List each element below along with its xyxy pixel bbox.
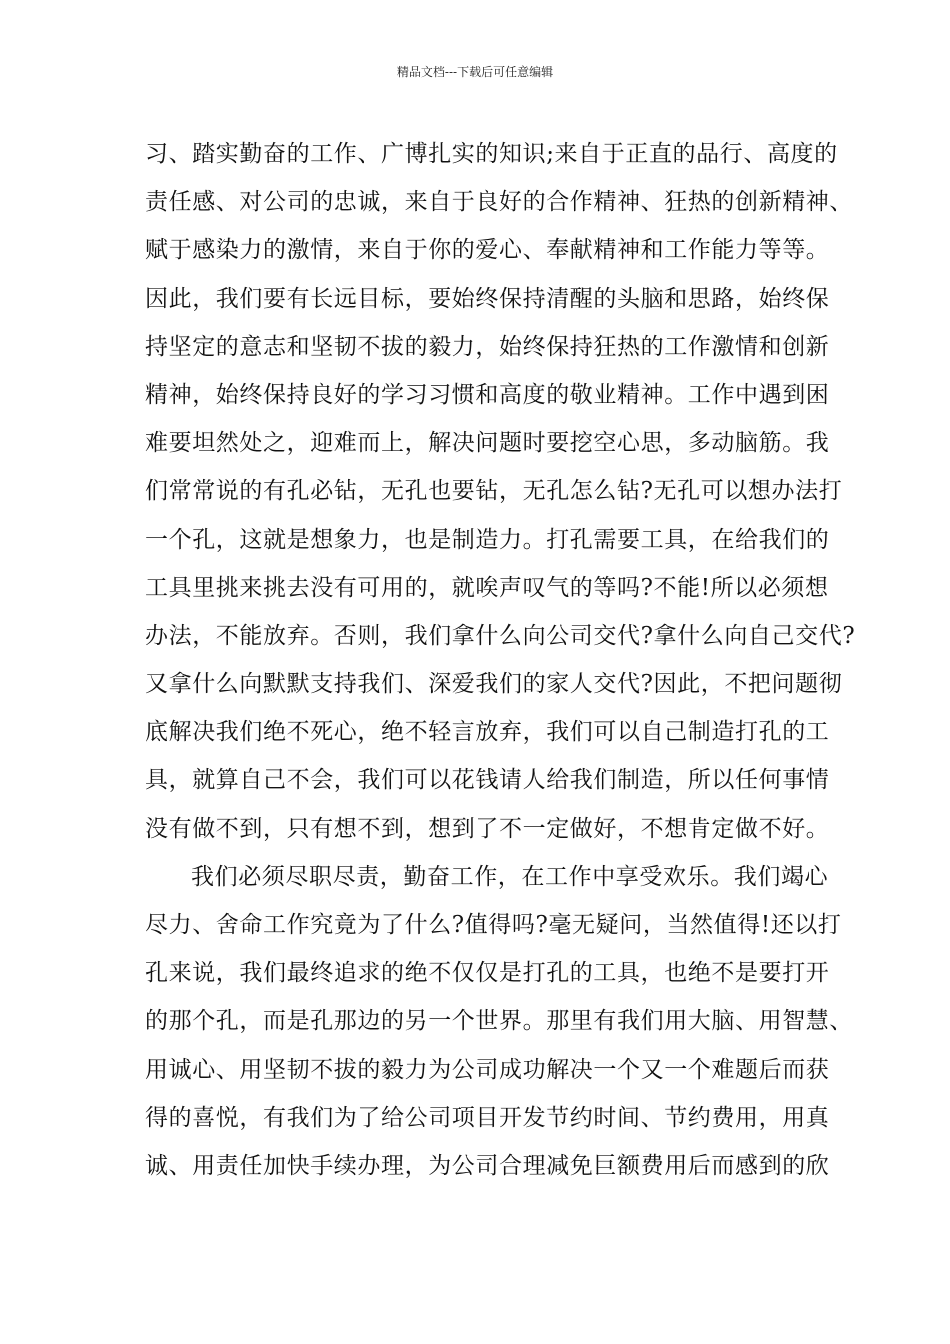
text-line: 又拿什么向默默支持我们、深爱我们的家人交代?因此，不把问题彻 (145, 671, 843, 698)
text-line: 习、踏实勤奋的工作、广博扎实的知识;来自于正直的品行、高度的 (145, 141, 838, 167)
text-line: 用诚心、用坚韧不拔的毅力为公司成功解决一个又一个难题后而获 (145, 1056, 830, 1083)
text-line: 尽力、舍命工作究竟为了什么?值得吗?毫无疑问，当然值得!还以打 (145, 912, 842, 938)
text-line: 一个孔，这就是想象力，也是制造力。打孔需要工具，在给我们的 (145, 526, 830, 553)
text-line: 具，就算自己不会，我们可以花钱请人给我们制造，所以任何事情 (145, 767, 830, 794)
text-line: 得的喜悦，有我们为了给公司项目开发节约时间、节约费用，用真 (145, 1104, 830, 1131)
text-line: 办法，不能放弃。否则，我们拿什么向公司交代?拿什么向自己交代? (145, 622, 856, 649)
text-line: 底解决我们绝不死心，绝不轻言放弃，我们可以自己制造打孔的工 (145, 719, 830, 746)
text-line: 难要坦然处之，迎难而上，解决问题时要挖空心思，多动脑筋。我 (145, 430, 830, 457)
text-line: 没有做不到，只有想不到，想到了不一定做好，不想肯定做不好。 (145, 815, 830, 842)
text-line: 的那个孔，而是孔那边的另一个世界。那里有我们用大脑、用智慧、 (145, 1008, 853, 1035)
text-line: 工具里挑来挑去没有可用的，就唉声叹气的等吗?不能!所以必须想 (145, 574, 829, 601)
text-line: 持坚定的意志和坚韧不拔的毅力，始终保持狂热的工作激情和创新 (145, 333, 830, 360)
text-line: 责任感、对公司的忠诚，来自于良好的合作精神、狂热的创新精神、 (145, 189, 853, 216)
text-line: 赋于感染力的激情，来自于你的爱心、奉献精神和工作能力等等。 (145, 237, 830, 264)
text-line: 们常常说的有孔必钻，无孔也要钻，无孔怎么钻?无孔可以想办法打 (145, 478, 843, 505)
page-header: 精品文档---下载后可任意编辑 (396, 65, 554, 79)
text-line: 精神，始终保持良好的学习习惯和高度的敬业精神。工作中遇到困 (145, 381, 830, 408)
text-line: 孔来说，我们最终追求的绝不仅仅是打孔的工具，也绝不是要打开 (145, 960, 830, 987)
text-line: 因此，我们要有长远目标，要始终保持清醒的头脑和思路，始终保 (145, 285, 830, 312)
text-line: 诚、用责任加快手续办理，为公司合理减免巨额费用后而感到的欣 (145, 1152, 830, 1179)
paragraph-first-line: 我们必须尽职尽责，勤奋工作，在工作中享受欢乐。我们竭心 (191, 863, 829, 890)
document-body (145, 130, 856, 1190)
